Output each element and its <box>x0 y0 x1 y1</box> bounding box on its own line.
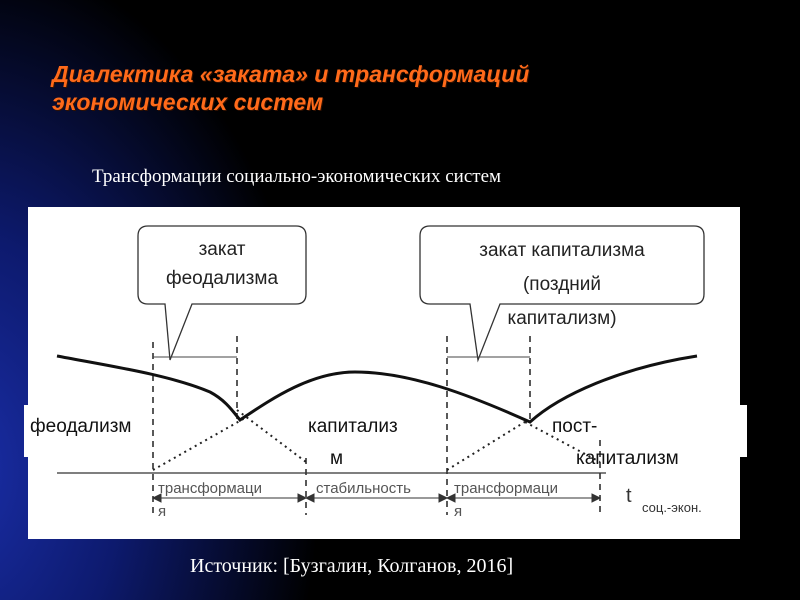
phase-transformation-1-line-2: я <box>158 503 167 520</box>
phase-transformation-2-line-2: я <box>454 503 463 520</box>
label-capitalism-1: капитализ <box>308 416 398 437</box>
phase-transformation-2-line-1: трансформаци <box>454 480 558 497</box>
slide-subtitle: Трансформации социально-экономических систем <box>92 166 502 187</box>
title-line-1: Диалектика «заката» и трансформаций <box>52 61 530 87</box>
phase-3-arrow-right <box>592 494 600 502</box>
rise-postcapitalism-dotted <box>447 420 528 470</box>
axis-label-subscript: соц.-экон. <box>642 500 702 515</box>
phase-transformation-1-line-1: трансформаци <box>158 480 262 497</box>
callout-capitalism-line-2: (поздний <box>522 274 602 295</box>
phase-stability: стабильность <box>316 480 411 497</box>
phase-1-arrow-right <box>298 494 306 502</box>
callout-feudalism-line-2: феодализма <box>165 268 279 289</box>
label-postcapitalism-1: пост- <box>552 416 598 437</box>
callout-capitalism <box>420 226 704 360</box>
source-citation: Источник: [Бузгалин, Колганов, 2016] <box>190 555 514 577</box>
phase-2-arrow-left <box>306 494 314 502</box>
callout-feudalism <box>138 226 306 360</box>
rise-capitalism-dotted <box>153 418 245 470</box>
label-feudalism: феодализм <box>30 416 132 437</box>
fall-feudalism-dotted <box>237 410 306 462</box>
axis-label-t: t <box>626 485 632 507</box>
title-line-2: экономических систем <box>52 89 324 115</box>
label-capitalism-2: м <box>330 448 344 469</box>
callout-capitalism-line-3: капитализм) <box>507 308 617 329</box>
callout-capitalism-line-1: закат капитализма <box>479 240 645 261</box>
label-postcapitalism-2: капитализм <box>576 448 679 469</box>
callout-feudalism-line-1: закат <box>198 239 246 260</box>
phase-2-arrow-right <box>439 494 447 502</box>
